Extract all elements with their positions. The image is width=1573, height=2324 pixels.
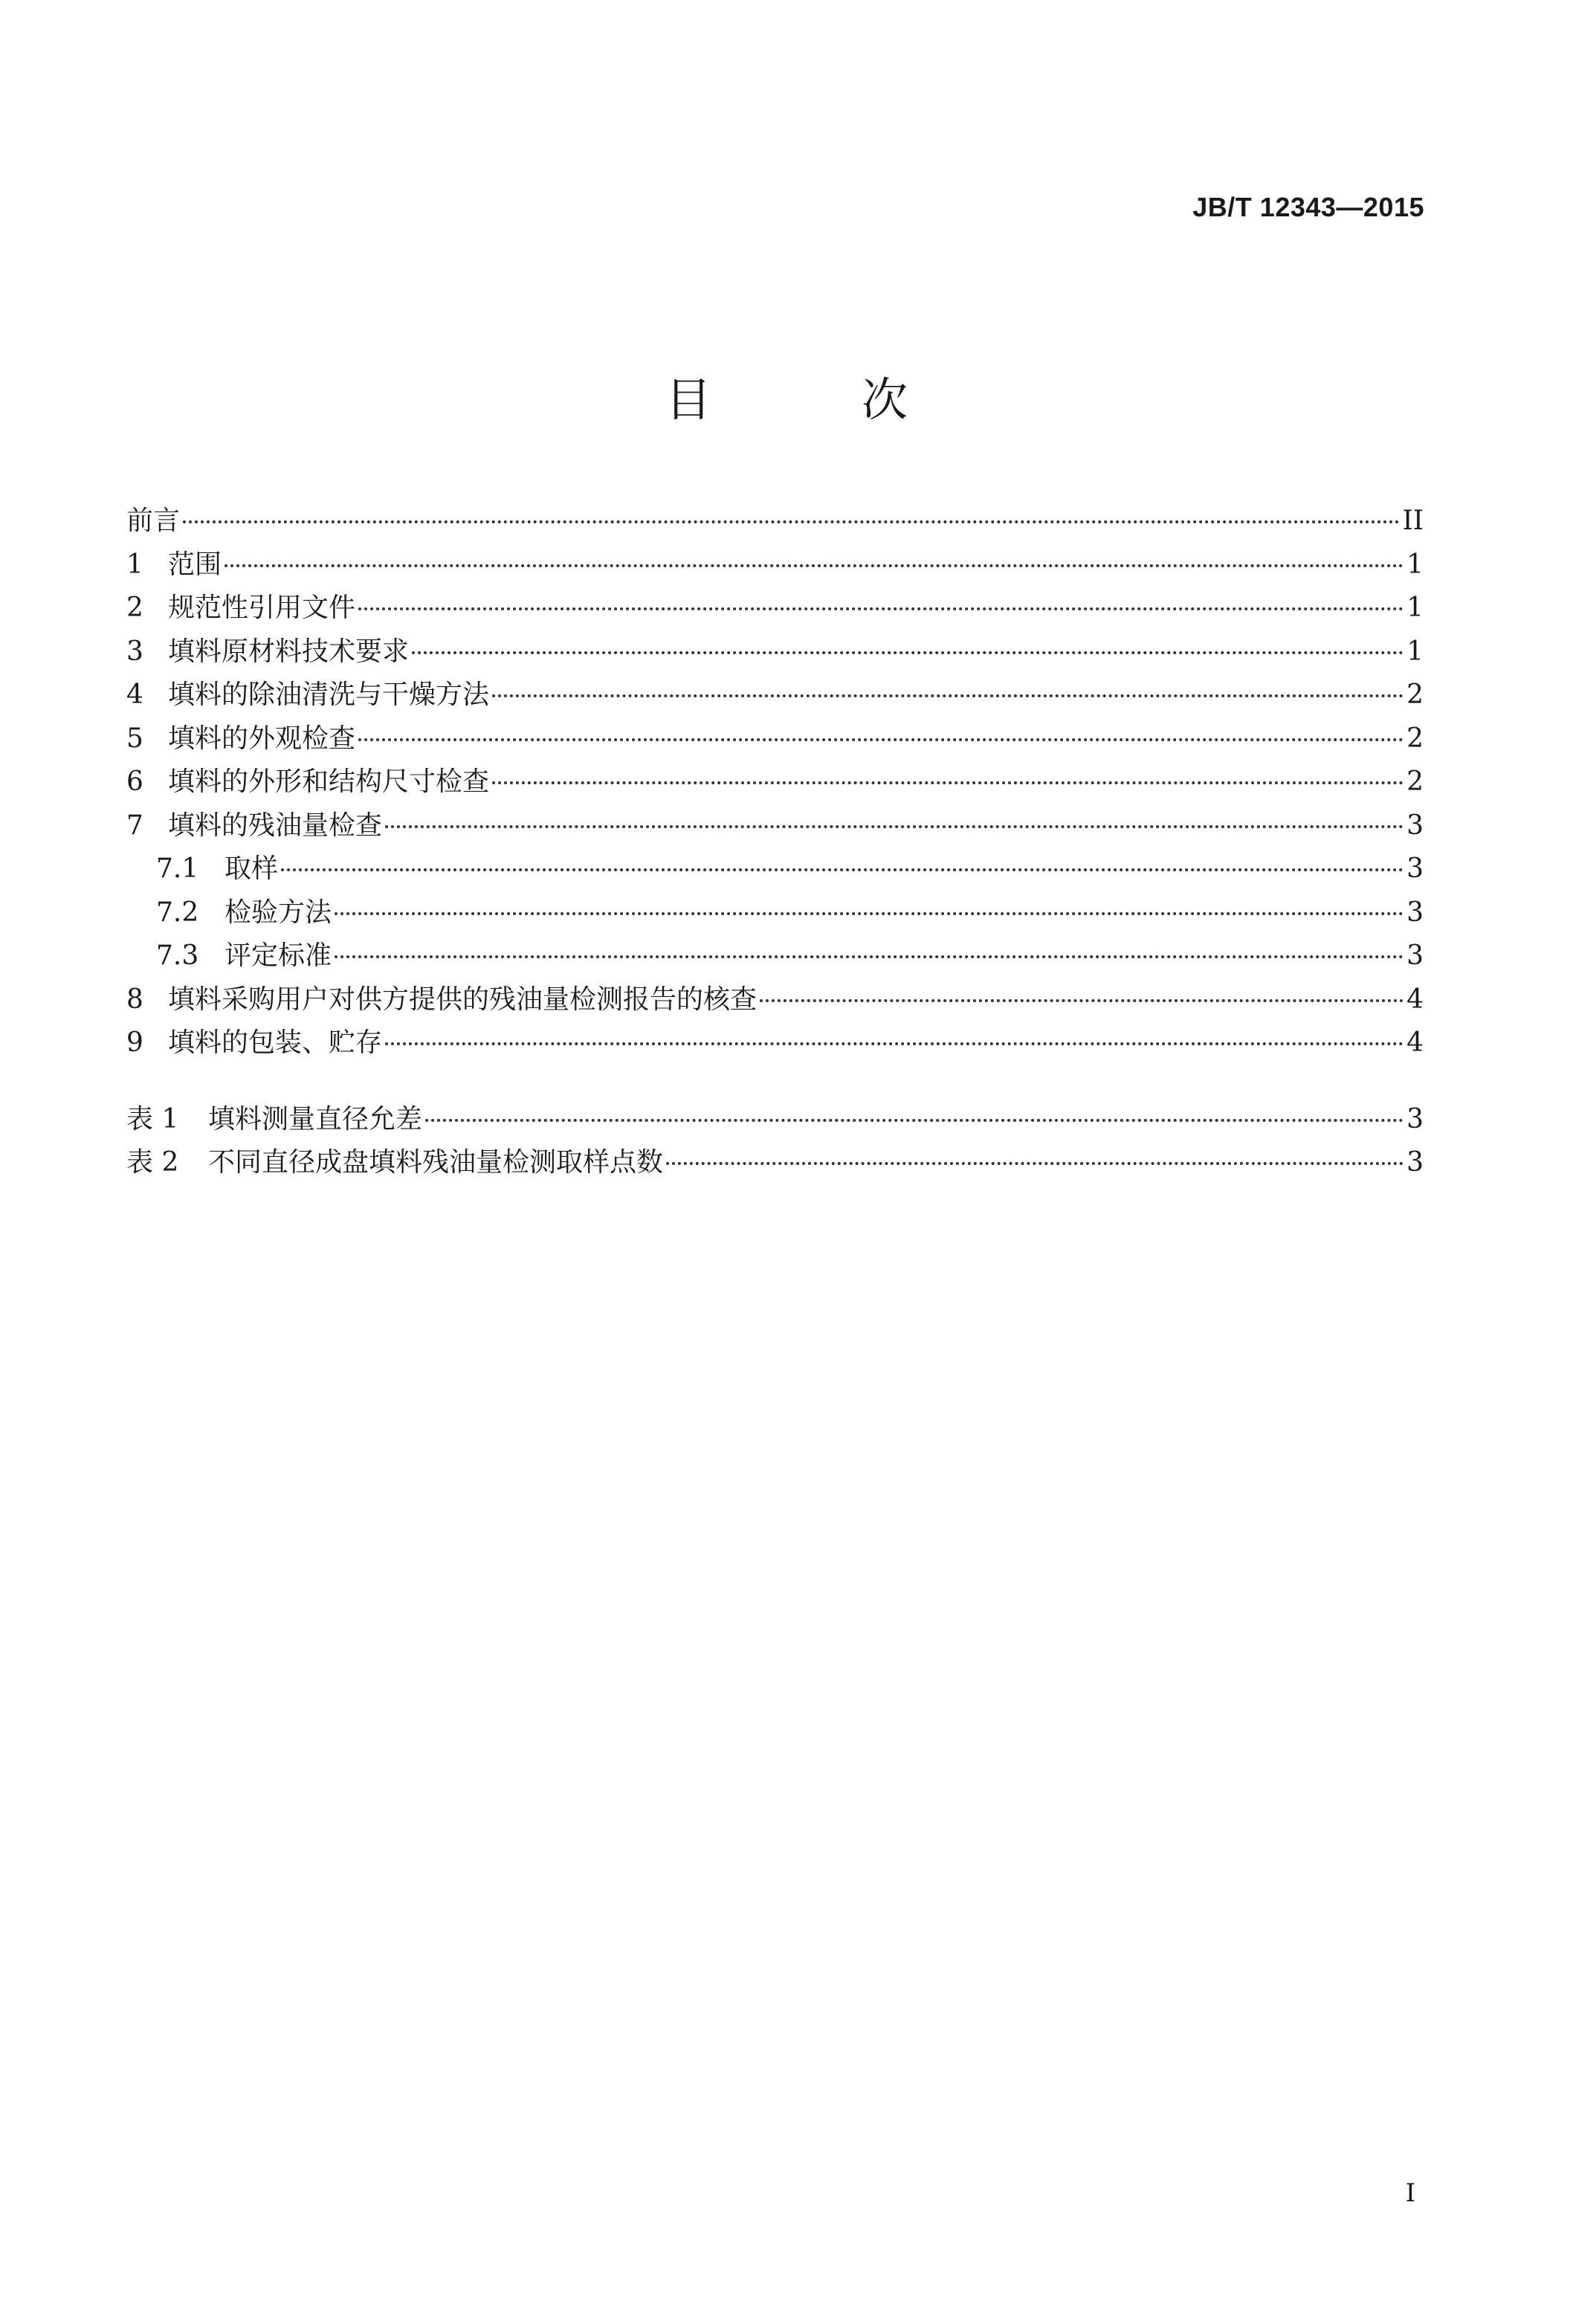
toc-table-page: 3: [1406, 1147, 1424, 1178]
leader-dots: [358, 738, 1404, 741]
leader-dots: [385, 1042, 1404, 1045]
toc-entry-page: 1: [1406, 636, 1424, 667]
toc-entry-number: 7.3: [156, 940, 199, 971]
toc-entry-label: 前言: [126, 506, 181, 536]
leader-dots: [425, 1119, 1404, 1122]
toc-table-label: 不同直径成盘填料残油量检测取样点数: [208, 1147, 664, 1178]
leader-dots: [666, 1162, 1404, 1165]
leader-dots: [281, 868, 1404, 871]
toc-entry-label: 规范性引用文件: [168, 593, 356, 623]
toc-entry-foreword[interactable]: [126, 500, 1424, 543]
leader-dots: [358, 607, 1404, 610]
toc-entry-9[interactable]: [126, 1021, 1424, 1065]
toc-entry-number: 7.1: [156, 853, 199, 884]
toc-entry-7[interactable]: [126, 804, 1424, 848]
toc-entry-number: 8: [126, 984, 143, 1015]
toc-entry-4[interactable]: [126, 674, 1424, 717]
toc-entry-page: 2: [1406, 680, 1424, 710]
toc-table-entry-2[interactable]: [126, 1141, 1424, 1185]
toc-table-entry-1[interactable]: [126, 1098, 1424, 1142]
leader-dots: [385, 825, 1404, 828]
toc-entry-page: 3: [1406, 810, 1424, 841]
toc-entry-label: 填料的包装、贮存: [168, 1027, 383, 1058]
toc-entry-page: 1: [1406, 549, 1424, 580]
toc-entry-number: 7: [126, 810, 143, 841]
toc-entry-page: 3: [1406, 940, 1424, 971]
toc-entry-number: 7.2: [156, 897, 199, 928]
toc-entry-label: 取样: [225, 853, 279, 884]
leader-dots: [412, 651, 1404, 654]
toc-entry-label: 填料的外观检查: [168, 723, 356, 754]
toc-entry-page: 3: [1406, 897, 1424, 928]
toc-entry-number: 1: [126, 549, 143, 580]
toc-entry-label: 填料的外形和结构尺寸检查: [168, 766, 490, 797]
leader-dots: [335, 912, 1404, 915]
toc-table-number: 表 2: [126, 1147, 179, 1178]
toc-entry-number: 2: [126, 593, 143, 623]
toc-entry-3[interactable]: [126, 630, 1424, 674]
leader-dots: [760, 999, 1404, 1002]
toc-table-label: 填料测量直径允差: [208, 1103, 423, 1134]
toc-entry-number: 6: [126, 766, 143, 797]
toc-entry-label: 范围: [168, 549, 222, 580]
toc-entry-label: 填料采购用户对供方提供的残油量检测报告的核查: [168, 984, 758, 1015]
section-gap: [126, 1065, 1424, 1098]
standard-code: JB/T 12343—2015: [1192, 192, 1424, 222]
leader-dots: [492, 781, 1404, 784]
page-number: I: [1405, 2178, 1415, 2208]
toc-entry-label: 评定标准: [225, 940, 332, 971]
toc-entry-2[interactable]: [126, 587, 1424, 630]
toc-entry-8[interactable]: [126, 978, 1424, 1022]
toc-entry-label: 填料的除油清洗与干燥方法: [168, 680, 490, 710]
toc-entry-page: 1: [1406, 593, 1424, 623]
toc-entry-number: 4: [126, 680, 143, 710]
toc-entry-number: 5: [126, 723, 143, 754]
toc-entry-7-1[interactable]: [126, 848, 1424, 891]
toc-table-number: 表 1: [126, 1103, 179, 1134]
toc-entry-number: 3: [126, 636, 143, 667]
leader-dots: [492, 694, 1404, 697]
toc-entry-7-3[interactable]: [126, 935, 1424, 978]
toc-entry-1[interactable]: [126, 543, 1424, 587]
toc-entry-page: 3: [1406, 853, 1424, 884]
toc-entry-label: 填料原材料技术要求: [168, 636, 410, 667]
leader-dots: [225, 564, 1404, 567]
toc-entry-number: 9: [126, 1027, 143, 1058]
toc-table-page: 3: [1406, 1103, 1424, 1134]
table-of-contents: [126, 500, 1424, 1185]
toc-entry-7-2[interactable]: [126, 891, 1424, 935]
toc-entry-page: 2: [1406, 723, 1424, 754]
page-title: 目 次: [665, 372, 960, 427]
toc-entry-page: 4: [1406, 984, 1424, 1015]
leader-dots: [335, 955, 1404, 958]
toc-entry-label: 填料的残油量检查: [168, 810, 383, 841]
toc-entry-label: 检验方法: [225, 897, 332, 928]
leader-dots: [183, 520, 1400, 523]
toc-entry-6[interactable]: [126, 761, 1424, 804]
toc-entry-5[interactable]: [126, 717, 1424, 761]
toc-entry-page: 2: [1406, 766, 1424, 797]
toc-entry-page: II: [1402, 506, 1424, 536]
toc-entry-page: 4: [1406, 1027, 1424, 1058]
